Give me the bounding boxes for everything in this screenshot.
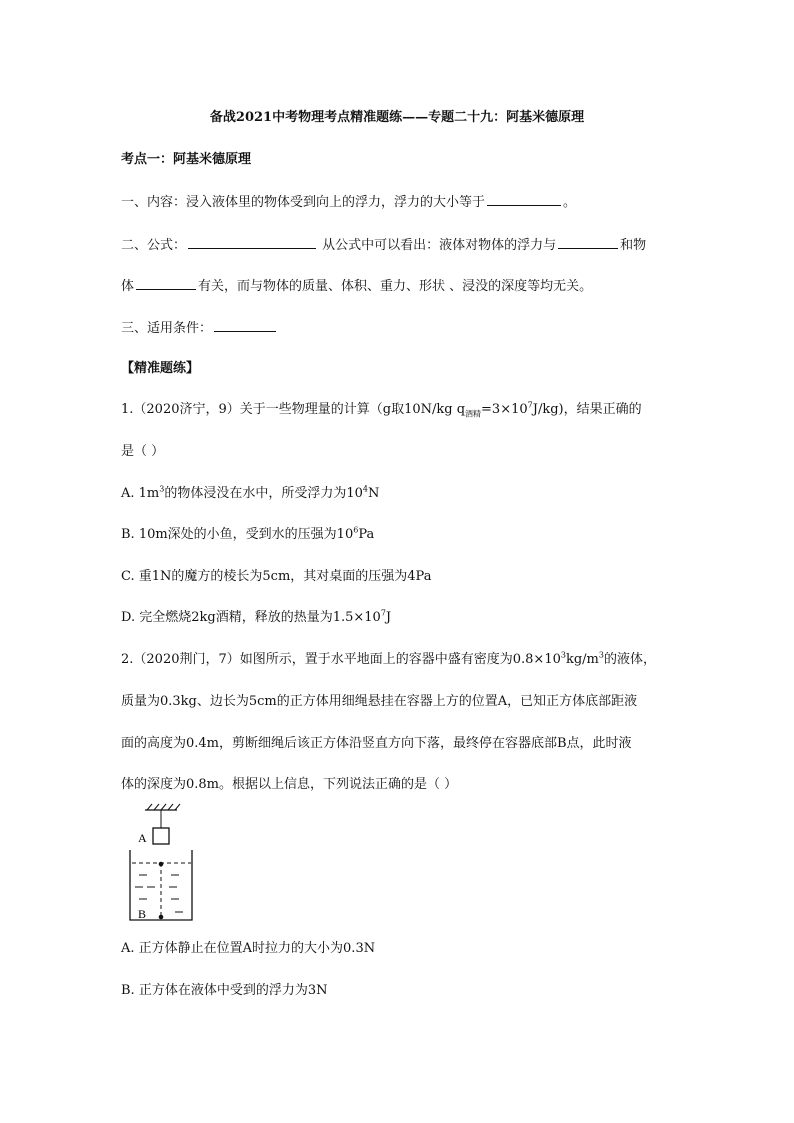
surface-point <box>159 862 164 867</box>
q2-text-c: 的液体， <box>603 652 656 667</box>
q2-option-b: B. 正方体在液体中受到的浮力为3N <box>121 983 328 998</box>
q2-text-b: kg/m <box>565 652 599 667</box>
container-figure <box>121 800 211 925</box>
q2-line-2: 质量为0.3kg、边长为5cm的正方体用细绳悬挂在容器上方的位置A，已知正方体底部距液 <box>121 694 638 709</box>
content-end: 。 <box>563 195 577 210</box>
formula-line <box>121 236 681 255</box>
q1-option-d <box>121 609 681 627</box>
q1-exponent: 7 <box>527 400 533 410</box>
label-a: A <box>138 831 147 845</box>
answer-blank <box>487 193 561 206</box>
q1-text-b: =3×10 <box>481 402 528 417</box>
formula2-start: 体 <box>121 279 135 294</box>
q1-a-sup: 3 <box>159 484 165 494</box>
q1-option-a <box>121 485 681 503</box>
q1-b-sup: 6 <box>353 525 359 535</box>
q2-line-4: 体的深度为0.8m。根据以上信息，下列说法正确的是（ ） <box>121 777 458 792</box>
q1-b-end: Pa <box>358 527 375 542</box>
practice-heading: 【精准题练】 <box>121 361 200 376</box>
q1-line-2: 是（ ） <box>121 444 165 459</box>
formula-line-2 <box>121 277 681 296</box>
document-title: 备战2021中考物理考点精准题练——专题二十九：阿基米德原理 <box>209 110 585 125</box>
q1-subscript: 酒精 <box>465 409 482 419</box>
factor-blank-1 <box>558 236 618 249</box>
q1-option-c: C. 重1N的魔方的棱长为5cm，其对桌面的压强为4Pa <box>121 569 432 584</box>
section-heading: 考点一：阿基米德原理 <box>121 152 252 167</box>
formula-text: 从公式中可以看出：液体对物体的浮力与 <box>318 238 557 253</box>
q2-line-1 <box>121 651 681 669</box>
q1-text-a: 1.（2020济宁，9）关于一些物理量的计算（g取10N/kg q <box>121 402 466 417</box>
q2-sup-1: 3 <box>560 650 566 660</box>
q1-text-c: J/kg)，结果正确的 <box>532 402 642 417</box>
content-line <box>121 193 681 212</box>
condition-label: 三、适用条件： <box>121 321 213 336</box>
factor-blank-2 <box>136 277 196 290</box>
q1-d-sup: 7 <box>380 608 386 618</box>
q1-d-end: J <box>385 610 392 625</box>
q2-option-a: A. 正方体静止在位置A时拉力的大小为0.3N <box>121 941 376 956</box>
q1-line-1 <box>121 401 681 419</box>
q1-a-mid: 的物体浸没在水中，所受浮力为10 <box>164 486 363 501</box>
condition-blank <box>214 319 276 332</box>
q2-text-a: 2.（2020荆门，7）如图所示，置于水平地面上的容器中盛有密度为0.8×10 <box>121 652 561 667</box>
cube <box>153 828 169 844</box>
content-text: 一、内容：浸入液体里的物体受到向上的浮力，浮力的大小等于 <box>121 195 486 210</box>
formula-end: 和物 <box>620 238 647 253</box>
condition-line <box>121 319 681 338</box>
q2-line-3: 面的高度为0.4m，剪断细绳后该正方体沿竖直方向下落，最终停在容器底部B点，此时液 <box>121 736 632 751</box>
q1-a-sup2: 4 <box>362 484 368 494</box>
q1-option-b <box>121 526 681 544</box>
point-b <box>159 915 164 920</box>
q2-sup-2: 3 <box>598 650 604 660</box>
q1-b-text: B. 10m深处的小鱼，受到水的压强为10 <box>121 527 354 542</box>
ceiling-hatch <box>147 804 180 810</box>
formula-blank <box>188 236 316 249</box>
formula-label: 二、公式： <box>121 238 187 253</box>
q1-a-end: N <box>368 486 380 501</box>
q1-a-text: A. 1m <box>121 486 160 501</box>
q1-d-text: D. 完全燃烧2kg酒精，释放的热量为1.5×10 <box>121 610 381 625</box>
label-b: B <box>138 907 147 921</box>
formula2-text: 有关，而与物体的质量、体积、重力、形状 、浸没的深度等均无关。 <box>198 279 593 294</box>
